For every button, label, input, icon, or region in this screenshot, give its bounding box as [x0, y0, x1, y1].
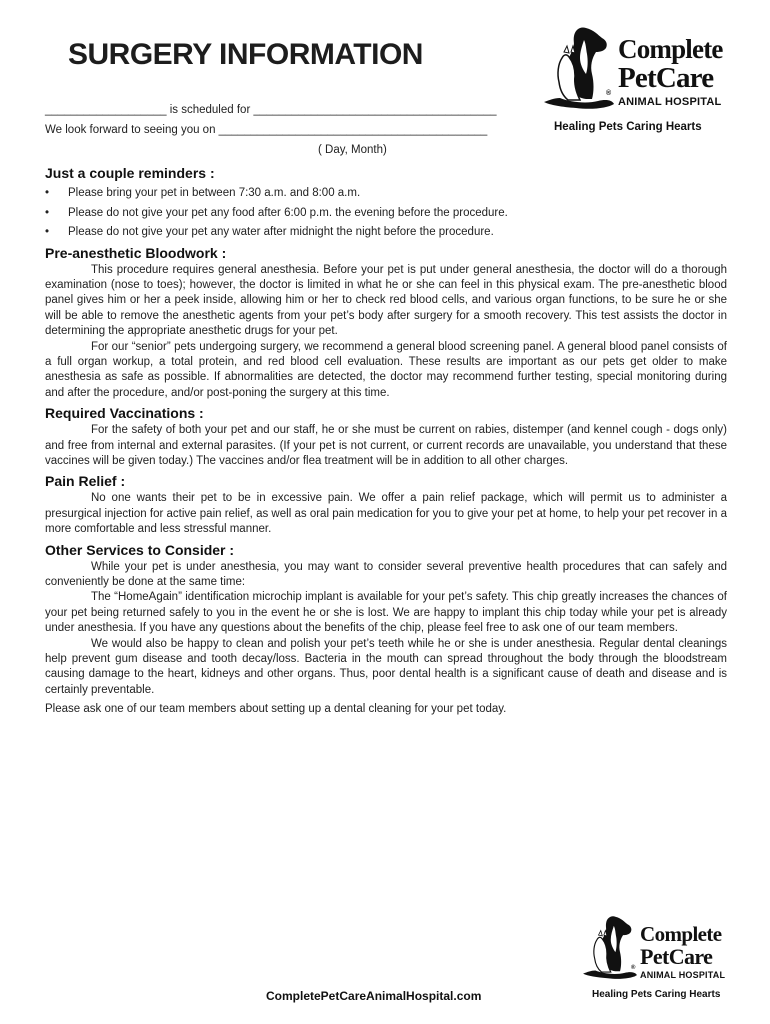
pain-relief-paragraph: No one wants their pet to be in excessive pain. We offer a pain relief package, which will permit us to administer a presurgical injection for active pain relief, as well as oral pain medication for you to give your pet at home, to help your pet recover in a more comfortable and less stressful manner. [45, 492, 727, 536]
other-services-paragraph-1: While your pet is under anesthesia, you may want to consider several preventive health procedures that can safely and conveniently be done at the same time: [45, 560, 727, 588]
dog-cat-logo-icon [580, 912, 640, 986]
dog-cat-logo-icon [540, 22, 618, 118]
pain-relief-heading: Pain Relief : [45, 473, 126, 490]
day-month-hint: ( Day, Month) [318, 144, 387, 156]
brand-name-line2: PetCare [618, 62, 714, 94]
closing-paragraph: Please ask one of our team members about setting up a dental cleaning for your pet today. [45, 703, 507, 716]
brand-subtitle: ANIMAL HOSPITAL [640, 970, 726, 980]
schedule-line [45, 104, 497, 116]
brand-name-line1: Complete [640, 922, 722, 946]
document-body [45, 164, 727, 718]
vaccinations-heading: Required Vaccinations : [45, 405, 204, 422]
registered-mark: ® [631, 965, 636, 971]
reminders-list [45, 184, 727, 243]
date-line-text: We look forward to seeing you on [45, 124, 219, 136]
registered-mark: ® [606, 90, 612, 97]
bloodwork-paragraph-1: This procedure requires general anesthesia. Before your pet is put under general anesthesia, the doctor will do a thorough examination (nose to toes); however, the doctor is limited in what he or she can feel in this physical exam. The pre-anesthetic blood panel gives him or her a peek inside, allowing him or her to check red blood cells, and various organ functions, to be sure he or she will be able to remove the anesthetic agents from your pet’s body after surgery for a smooth recovery. This test assists the doctor in determining the appropriate anesthetic drugs for your pet. [45, 263, 727, 338]
hospital-logo-footer [580, 912, 740, 1004]
schedule-text: is scheduled for [166, 104, 254, 116]
bloodwork-heading: Pre-anesthetic Bloodwork : [45, 244, 227, 261]
bloodwork-paragraph-2: For our “senior” pets undergoing surgery, we recommend a general blood screening panel. A general blood panel consists of a full organ workup, a total protein, and red blood cell evaluation. These results are important as our pets get older to make anesthesia as safe as possible. If abnormalities are detected, the doctor may recommend further testing, special monitoring during and after the procedure, and/or post-poning the surgery at this time. [45, 340, 727, 399]
date-blank[interactable]: __________________________________________ [218, 124, 488, 136]
microchip-paragraph: The “HomeAgain” identification microchip implant is available for your pet’s safety. This chip greatly increases the chances of your pet being returned safely to you in the event he or she is lost. We are happy to implant this chip today while your pet is already under anesthesia. If you have any questions about the benefits of the chip, please feel free to ask one of our team members. [45, 591, 727, 635]
brand-name-line2: PetCare [640, 944, 713, 969]
brand-subtitle: ANIMAL HOSPITAL [618, 96, 722, 108]
list-item: • Please bring your pet in between 7:30 a.m. and 8:00 a.m. [45, 184, 727, 204]
hospital-logo [540, 22, 740, 137]
pet-name-blank[interactable]: ___________________ [45, 104, 167, 116]
other-services-heading: Other Services to Consider : [45, 541, 235, 558]
list-item: • Please do not give your pet any food after 6:00 p.m. the evening before the procedure. [45, 204, 727, 224]
vaccinations-paragraph: For the safety of both your pet and our staff, he or she must be current on rabies, distemper (and kennel cough - dogs only) and free from internal and external parasites. (If your pet is not current, or current records are unavailable, you understand that these vaccines will be given today.) The vaccines and/or flea treatment will be in addition to all other charges. [45, 424, 727, 467]
website-link[interactable]: CompletePetCareAnimalHospital.com [266, 989, 482, 1003]
dental-paragraph: We would also be happy to clean and polish your pet’s teeth while he or she is under anesthesia. Regular dental cleanings help prevent gum disease and tooth decay/loss. Bacteria in the mouth can spread throughout the body through the bloodstream causing damage to the heart, kidneys and other organs. Thus, poor dental health is a significant cause of death and disease and is certainly preventable. [45, 637, 727, 696]
page-title: SURGERY INFORMATION [68, 38, 423, 71]
brand-name-line1: Complete [618, 34, 723, 64]
date-line [45, 124, 487, 136]
brand-tagline: Healing Pets Caring Hearts [554, 121, 702, 133]
procedure-blank[interactable]: ______________________________________ [253, 104, 497, 116]
brand-tagline: Healing Pets Caring Hearts [592, 989, 721, 1000]
reminders-heading: Just a couple reminders : [45, 165, 215, 181]
list-item: • Please do not give your pet any water after midnight the night before the procedure. [45, 223, 727, 243]
